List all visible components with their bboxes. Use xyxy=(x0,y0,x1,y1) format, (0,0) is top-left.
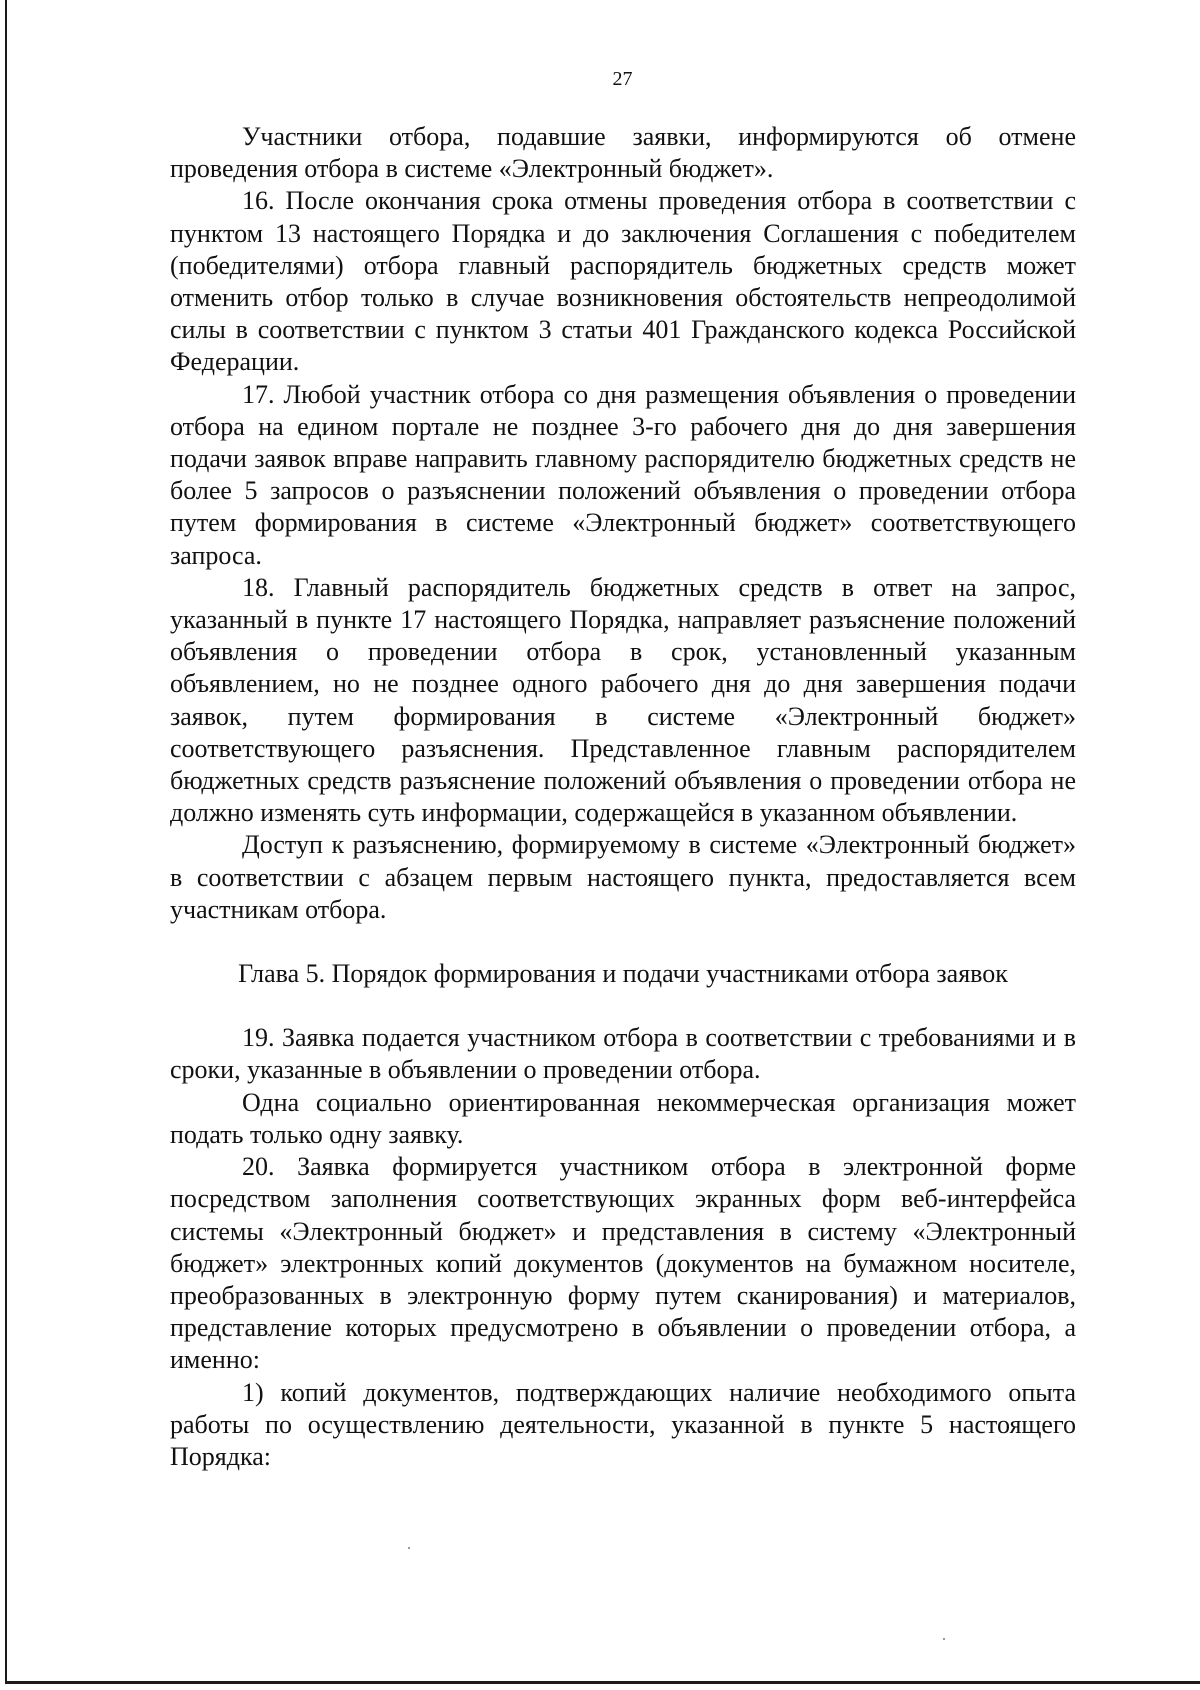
paragraph-item-20: 20. Заявка формируется участником отбора в электронной форме посредством заполнения соответствующих экранных форм веб-интерфейса системы «Электронный бюджет» и представления в систему «Электронный бюджет» электронных копий документов (документов на бумажном носителе, преобразованных в электронную форму путем сканирования) и материалов, представление которых предусмотрено в объявлении о проведении отбора, а именно: xyxy=(170,1152,1076,1375)
paragraph-access-clarification: Доступ к разъяснению, формируемому в системе «Электронный бюджет» в соответствии с абзацем первым настоящего пункта, предоставляется всем участникам отбора. xyxy=(170,830,1076,924)
paragraph-one-application: Одна социально ориентированная некоммерческая организация может подать только одну заявку. xyxy=(170,1087,1076,1149)
paragraph-item-16: 16. После окончания срока отмены проведения отбора в соответствии с пунктом 13 настоящего Порядка и до заключения Соглашения с победителем (победителями) отбора главный распорядитель бюджетных средств может отменить отбор только в случае возникновения обстоятельств непреодолимой силы в соответствии с пунктом 3 статьи 401 Гражданского кодекса Российской Федерации. xyxy=(170,186,1076,377)
paragraph-item-19: 19. Заявка подается участником отбора в соответствии с требованиями и в сроки, указанные в объявлении о проведении отбора. xyxy=(170,1023,1076,1085)
scan-border-bottom xyxy=(5,1681,1200,1684)
page-number: 27 xyxy=(612,68,633,90)
paragraph-notice-cancellation: Участники отбора, подавшие заявки, информируются об отмене проведения отбора в системе «Электронный бюджет». xyxy=(170,122,1076,184)
paragraph-subitem-1: 1) копий документов, подтверждающих наличие необходимого опыта работы по осуществлению деятельности, указанной в пункте 5 настоящего Порядка: xyxy=(170,1377,1076,1471)
document-body xyxy=(170,121,1076,1473)
scan-border-left xyxy=(5,0,7,1682)
scan-speck xyxy=(943,1638,945,1640)
paragraph-item-17: 17. Любой участник отбора со дня размещения объявления о проведении отбора на едином портале не позднее 3-го рабочего дня до дня завершения подачи заявок вправе направить главному распорядителю бюджетных средств не более 5 запросов о разъяснении положений объявления о проведении отбора путем формирования в системе «Электронный бюджет» соответствующего запроса. xyxy=(170,379,1076,570)
paragraph-item-18: 18. Главный распорядитель бюджетных средств в ответ на запрос, указанный в пункте 17 настоящего Порядка, направляет разъяснение положений объявления о проведении отбора в срок, установленный указанным объявлением, но не позднее одного рабочего дня до дня завершения подачи заявок, путем формирования в системе «Электронный бюджет» соответствующего разъяснения. Представленное главным распорядителем бюджетных средств разъяснение положений объявления о проведении отбора не должно изменять суть информации, содержащейся в указанном объявлении. xyxy=(170,572,1076,828)
chapter-heading: Глава 5. Порядок формирования и подачи участниками отбора заявок xyxy=(238,959,1008,989)
scan-speck xyxy=(408,1547,410,1549)
